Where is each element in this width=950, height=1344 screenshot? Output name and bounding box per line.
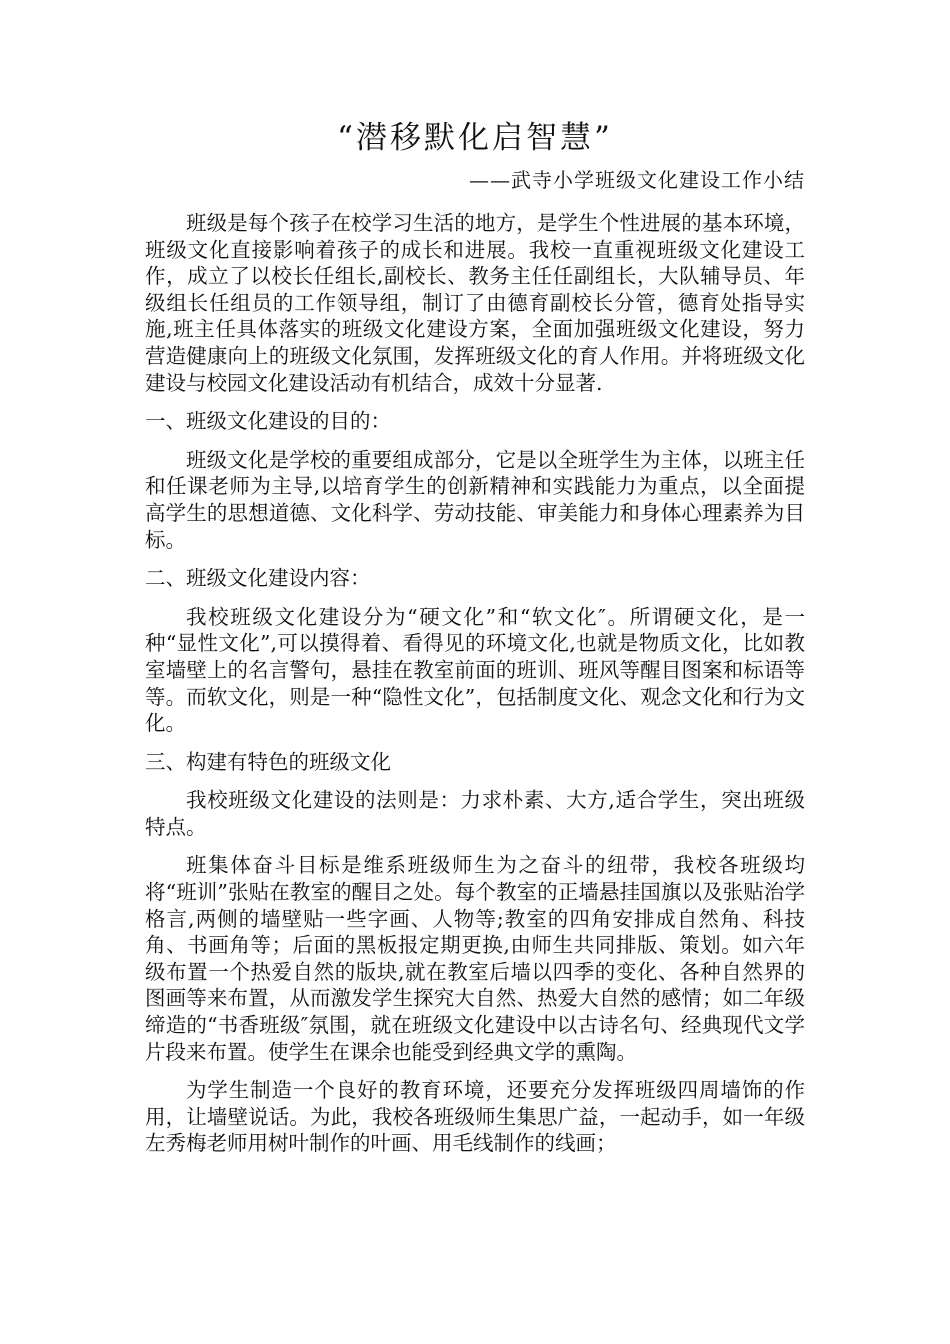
document-subtitle: ——武寺小学班级文化建设工作小结 bbox=[469, 168, 805, 192]
section-heading-1: 一、班级文化建设的目的： bbox=[145, 409, 391, 434]
document-title: “潜移默化启智慧” bbox=[337, 120, 613, 156]
paragraph-purpose: 班级文化是学校的重要组成部分，它是以全班学生为主体，以班主任和任课老师为主导,以培育学生的创新精神和实践能力为重点，以全面提高学生的思想道德、文化科学、劳动技能、审美能力和身体心理素养为目标。 bbox=[145, 447, 805, 552]
section-heading-3: 三、构建有特色的班级文化 bbox=[145, 749, 391, 774]
section-heading-2: 二、班级文化建设内容： bbox=[145, 566, 371, 591]
paragraph-environment: 为学生制造一个良好的教育环境，还要充分发挥班级四周墙饰的作用，让墙壁说话。为此，我校各班级师生集思广益，一起动手，如一年级左秀梅老师用树叶制作的叶画、用毛线制作的线画； bbox=[145, 1078, 805, 1156]
paragraph-content: 我校班级文化建设分为“硬文化”和“软文化″。所谓硬文化，是一种“显性文化”,可以摸得着、看得见的环境文化,也就是物质文化，比如教室墙壁上的名言警句，悬挂在教室前面的班训、班风等醒目图案和标语等等。而软文化，则是一种“隐性文化”，包括制度文化、观念文化和行为文化。 bbox=[145, 604, 805, 736]
paragraph-class-goals: 班集体奋斗目标是维系班级师生为之奋斗的纽带，我校各班级均将“班训”张贴在教室的醒目之处。每个教室的正墙悬挂国旗以及张贴治学格言,两侧的墙壁贴一些字画、人物等;教室的四角安排成自然角、科技角、书画角等；后面的黑板报定期更换,由师生共同排版、策划。如六年级布置一个热爱自然的版块,就在教室后墙以四季的变化、各种自然界的图画等来布置，从而激发学生探究大自然、热爱大自然的感情；如二年级缔造的“书香班级″氛围，就在班级文化建设中以古诗名句、经典现代文学片段来布置。使学生在课余也能受到经典文学的熏陶。 bbox=[145, 853, 805, 1064]
document-page bbox=[145, 118, 805, 1169]
paragraph-intro: 班级是每个孩子在校学习生活的地方，是学生个性进展的基本环境，班级文化直接影响着孩子的成长和进展。我校一直重视班级文化建设工作，成立了以校长任组长,副校长、教务主任任副组长，大队辅导员、年级组长任组员的工作领导组，制订了由德育副校长分管，德育处指导实施,班主任具体落实的班级文化建设方案，全面加强班级文化建设，努力营造健康向上的班级文化氛围，发挥班级文化的育人作用。并将班级文化建设与校园文化建设活动有机结合，成效十分显著. bbox=[145, 211, 805, 395]
paragraph-principle: 我校班级文化建设的法则是：力求朴素、大方,适合学生，突出班级特点。 bbox=[145, 788, 805, 839]
